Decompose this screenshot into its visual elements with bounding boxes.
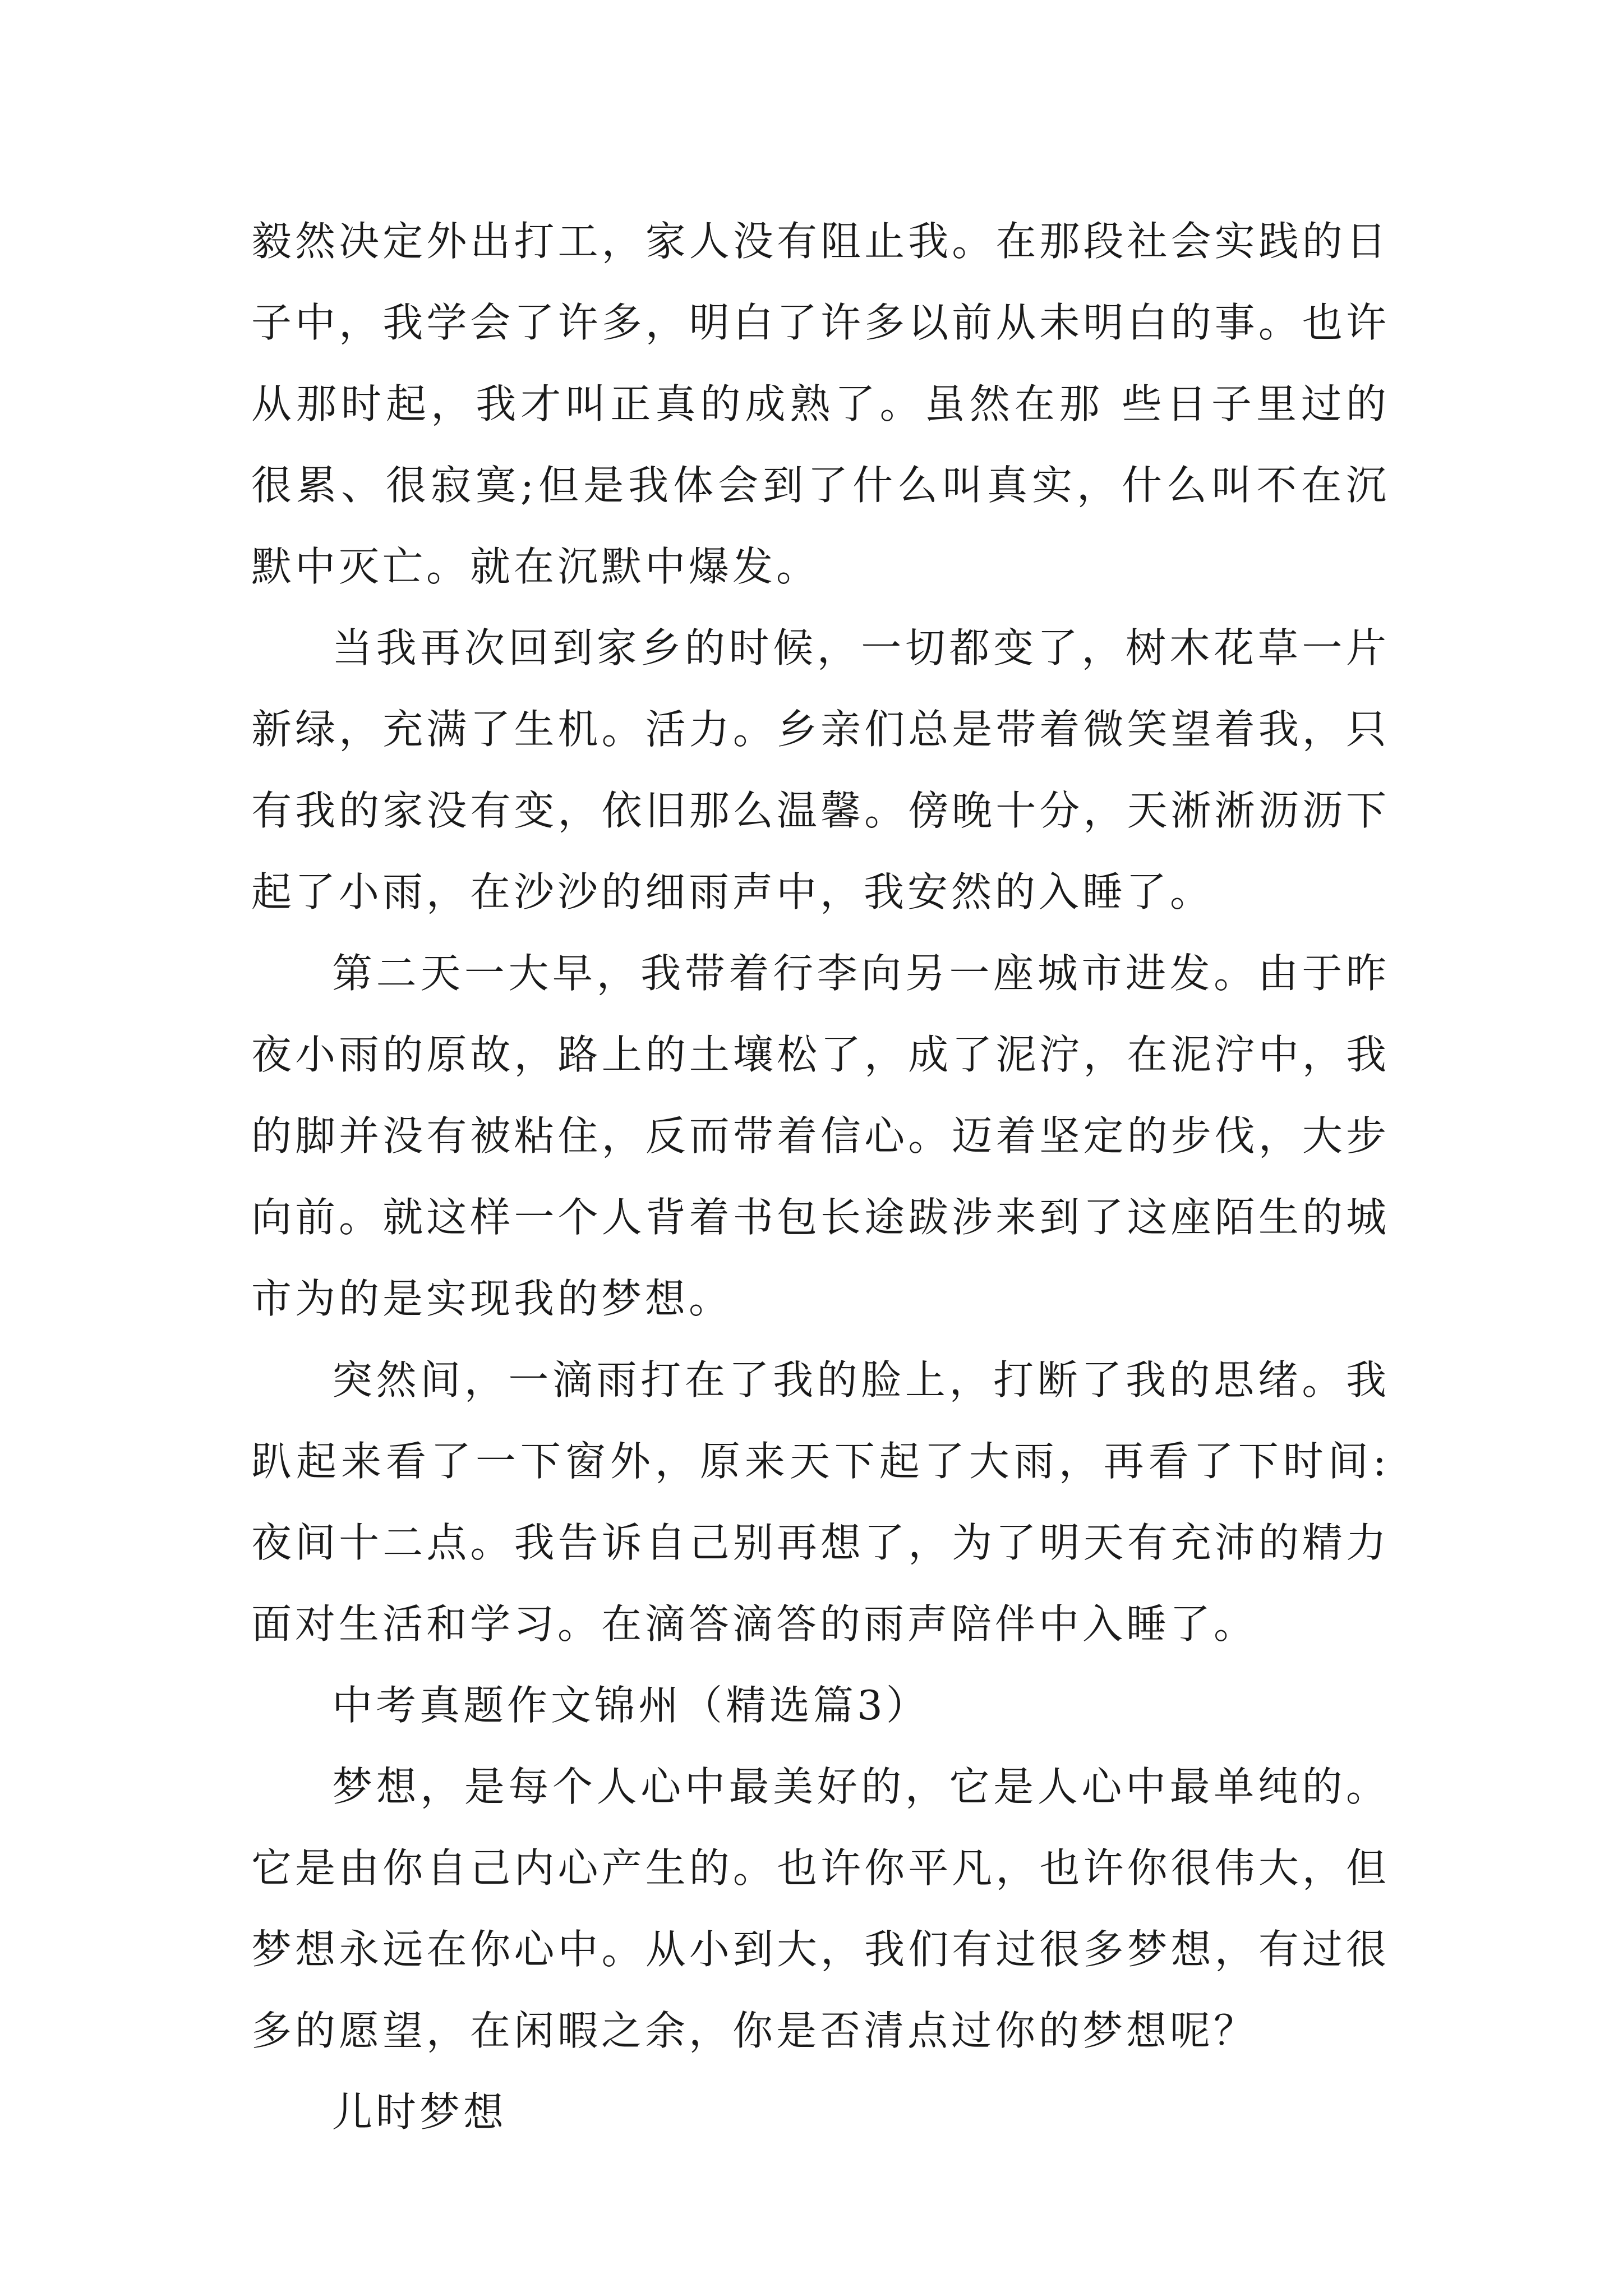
subheading: 儿时梦想 <box>332 2088 508 2136</box>
section-title: 中考真题作文锦州（精选篇3） <box>332 1682 930 1729</box>
paragraph-1: 毅然决定外出打工，家人没有阻止我。在那段社会实践的日子中，我学会了许多，明白了许多以前从未明白的事。也许从那时起，我才叫正真的成熟了。虽然在那 些日子里过的很累、很寂寞;但是我体会到了什么叫真实，什么叫不在沉默中灭亡。就在沉默中爆发。 <box>251 218 1390 590</box>
document-body <box>251 201 1390 2153</box>
paragraph-5: 梦想，是每个人心中最美好的，它是人心中最单纯的。它是由你自己内心产生的。也许你平凡，也许你很伟大，但梦想永远在你心中。从小到大，我们有过很多梦想，有过很多的愿望，在闲暇之余，你是否清点过你的梦想呢？ <box>251 1763 1390 2054</box>
paragraph-4: 突然间，一滴雨打在了我的脸上，打断了我的思绪。我趴起来看了一下窗外，原来天下起了大雨，再看了下时间:夜间十二点。我告诉自己别再想了，为了明天有充沛的精力面对生活和学习。在滴答滴答的雨声陪伴中入睡了。 <box>251 1356 1390 1648</box>
paragraph-2: 当我再次回到家乡的时候，一切都变了，树木花草一片新绿，充满了生机。活力。乡亲们总是带着微笑望着我，只有我的家没有变，依旧那么温馨。傍晚十分，天淅淅沥沥下起了小雨，在沙沙的细雨声中，我安然的入睡了。 <box>251 624 1390 915</box>
paragraph-3: 第二天一大早，我带着行李向另一座城市进发。由于昨夜小雨的原故，路上的土壤松了，成了泥泞，在泥泞中，我的脚并没有被粘住，反而带着信心。迈着坚定的步伐，大步向前。就这样一个人背着书包长途跋涉来到了这座陌生的城市为的是实现我的梦想。 <box>251 950 1390 1322</box>
